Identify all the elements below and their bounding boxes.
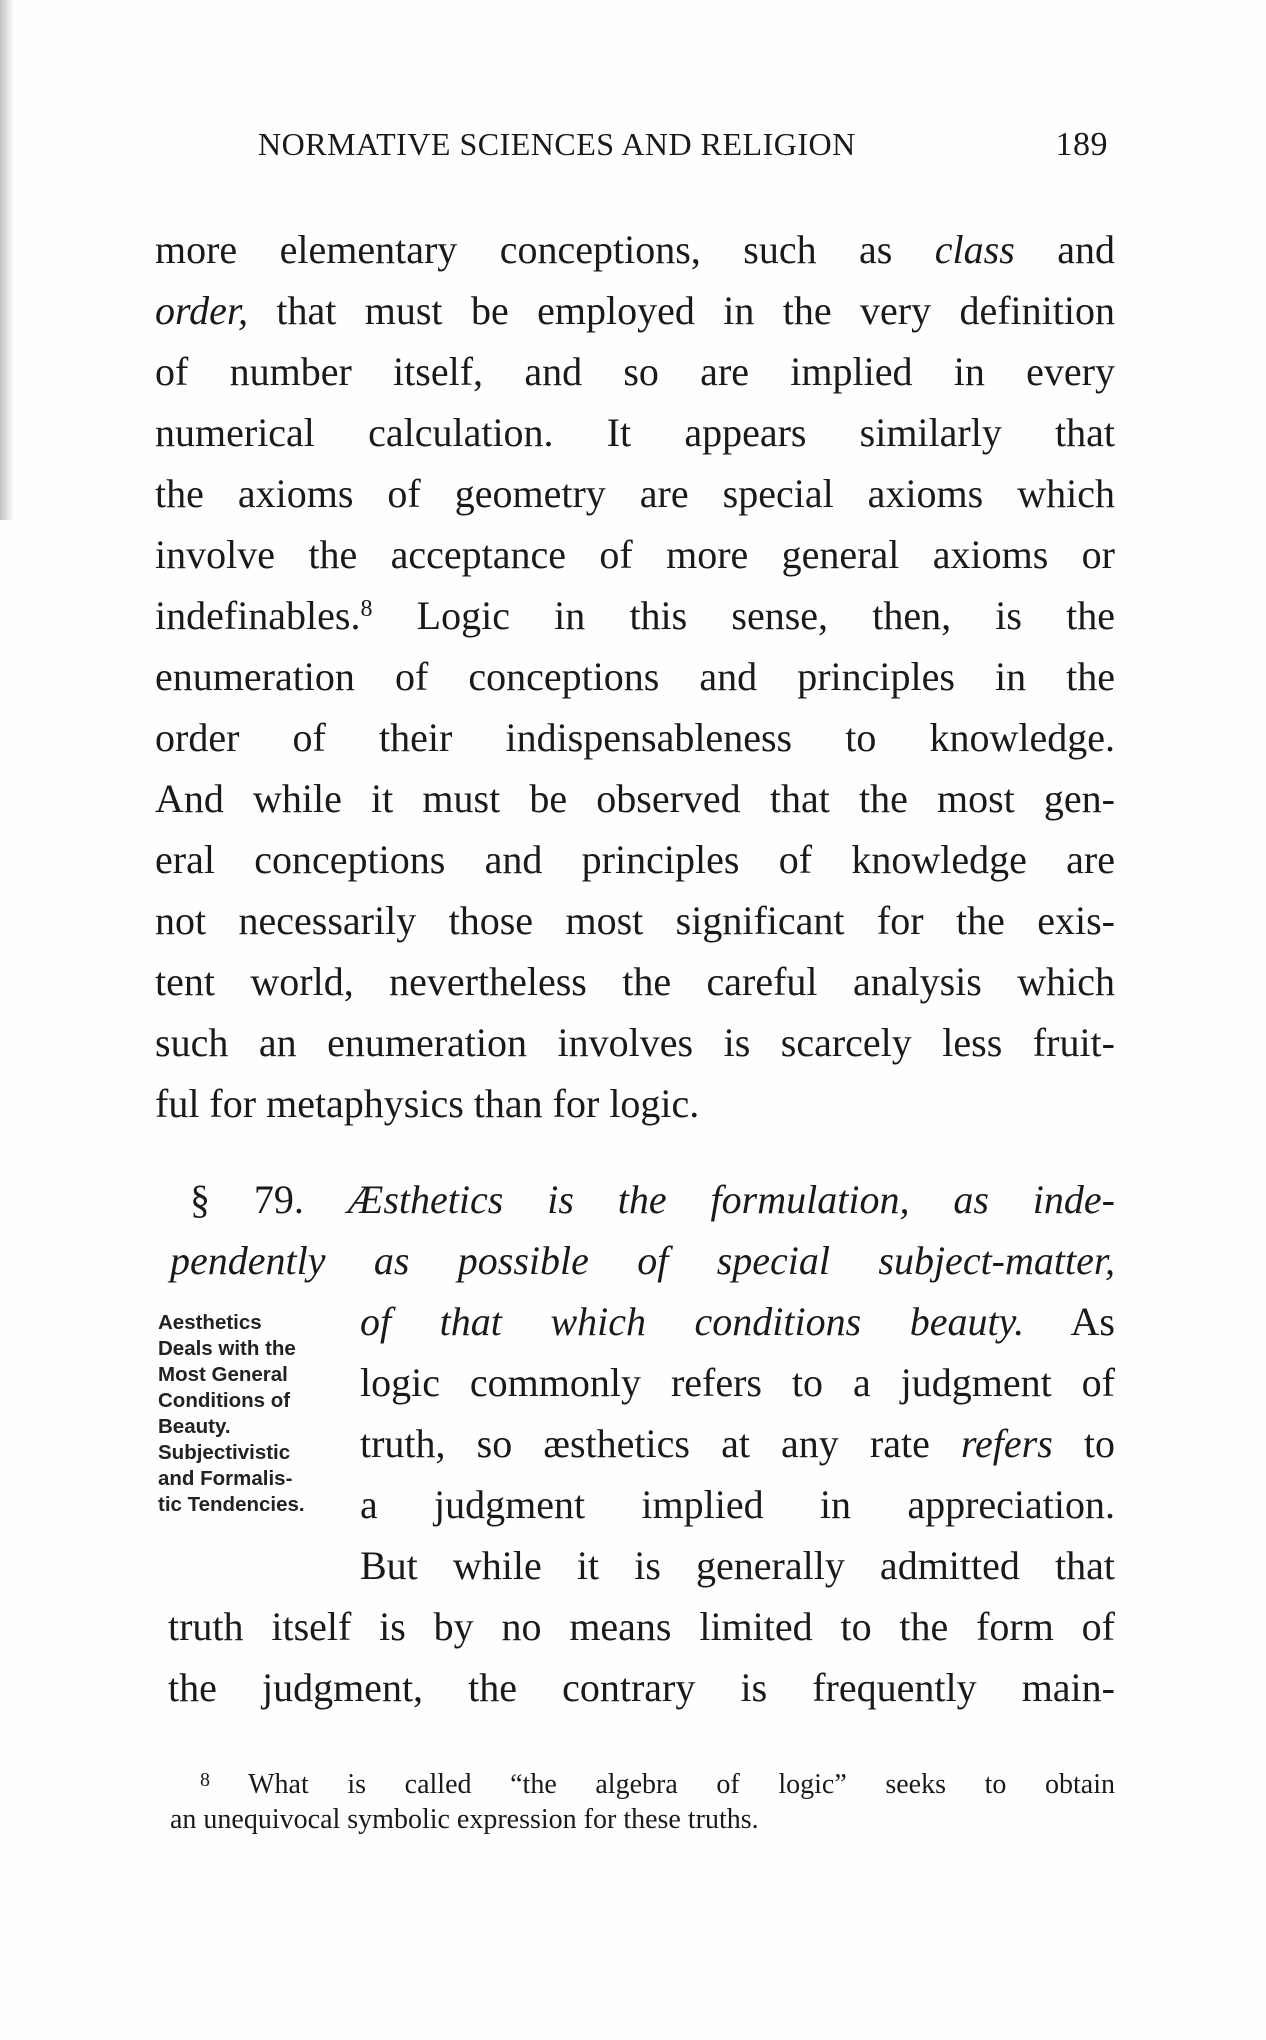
paragraph-1-line <box>155 342 1115 402</box>
text-span: enumeration of conceptions and principles in the <box>155 654 1115 699</box>
margin-note-line: tic Tendencies. <box>158 1493 305 1516</box>
text-span: tent world, nevertheless the careful analysis which <box>155 959 1115 1004</box>
margin-note-line: Deals with the <box>158 1337 296 1360</box>
section-79-line-4: logic commonly refers to a judgment of <box>360 1360 1115 1405</box>
italic-word: class <box>934 227 1015 272</box>
margin-note-line: Most General <box>158 1363 288 1386</box>
text-span: truth, so æsthetics at any rate <box>360 1421 961 1466</box>
paragraph-1-line <box>155 403 1115 463</box>
footnote-line-2: an unequivocal symbolic expression for these truths. <box>170 1804 759 1835</box>
section-79-line-2 <box>170 1231 1115 1291</box>
section-79-line-7: But while it is generally admitted that <box>360 1543 1115 1588</box>
paragraph-1-line <box>155 1013 1115 1073</box>
paragraph-1-line <box>155 464 1115 524</box>
text-span: of number itself, and so are implied in every <box>155 349 1115 394</box>
running-header <box>258 126 1108 166</box>
text-span: the axioms of geometry are special axioms which <box>155 471 1115 516</box>
section-heading-italic-2: pendently as possible of special subject-matter, <box>170 1238 1115 1283</box>
paragraph-1-line <box>155 708 1115 768</box>
text-span: numerical calculation. It appears similarly that <box>155 410 1115 455</box>
section-heading-italic: Æsthetics is the formulation, as inde- <box>347 1177 1115 1222</box>
section-79-line-9: the judgment, the contrary is frequently main- <box>168 1665 1115 1710</box>
text-span: And while it must be observed that the most gen- <box>155 776 1115 821</box>
section-mark: § 79. <box>190 1177 348 1222</box>
margin-note-line: and Formalis- <box>158 1467 293 1490</box>
paragraph-1-line <box>155 220 1115 280</box>
margin-note-line: Aesthetics <box>158 1311 262 1334</box>
margin-note-line: Subjectivistic <box>158 1441 291 1464</box>
paragraph-1-line <box>155 281 1115 341</box>
paragraph-1-line <box>155 586 1115 646</box>
paragraph-1-line <box>155 525 1115 585</box>
paragraph-1-line <box>155 647 1115 707</box>
text-span: As <box>1024 1299 1115 1344</box>
section-79-line-8: truth itself is by no means limited to the form of <box>168 1604 1115 1649</box>
italic-word: refers <box>960 1421 1053 1466</box>
text-span: such an enumeration involves is scarcely less fruit- <box>155 1020 1115 1065</box>
section-79-line-5 <box>360 1414 1115 1474</box>
text-span: to <box>1052 1421 1115 1466</box>
section-79-line-3 <box>360 1292 1115 1352</box>
italic-word: order, <box>155 288 248 333</box>
paragraph-1-line <box>155 769 1115 829</box>
margin-note <box>158 1310 358 1518</box>
text-span: and <box>1014 227 1115 272</box>
text-span: not necessarily those most significant for the exis- <box>155 898 1115 943</box>
page-number: 189 <box>1055 126 1108 163</box>
running-title: NORMATIVE SCIENCES AND RELIGION <box>258 126 856 162</box>
section-79-line-6: a judgment implied in appreciation. <box>360 1482 1115 1527</box>
margin-note-line: Conditions of <box>158 1389 291 1412</box>
margin-note-line: Beauty. <box>158 1415 231 1438</box>
footnote-line-1 <box>200 1760 1115 1805</box>
scan-edge-shadow <box>0 0 14 520</box>
section-heading-italic-3: of that which conditions beauty. <box>360 1299 1025 1344</box>
paragraph-1-line <box>155 830 1115 890</box>
section-79-line-1 <box>190 1170 1115 1230</box>
footnote-text: What is called “the algebra of logic” seeks to obtain <box>248 1769 1116 1800</box>
text-span: eral conceptions and principles of knowledge are <box>155 837 1115 882</box>
text-span: indefinables. <box>155 593 361 638</box>
text-span: that must be employed in the very definition <box>247 288 1115 333</box>
paragraph-1-line <box>155 891 1115 951</box>
paragraph-1-line <box>155 952 1115 1012</box>
footnote-ref: 8 <box>360 595 373 622</box>
text-span: order of their indispensableness to knowledge. <box>155 715 1115 760</box>
paragraph-1-line <box>155 1074 1115 1134</box>
text-span: Logic in this sense, then, is the <box>372 593 1115 638</box>
footnote-number: 8 <box>200 1769 210 1791</box>
text-span: involve the acceptance of more general axioms or <box>155 532 1115 577</box>
text-span: more elementary conceptions, such as <box>155 227 935 272</box>
text-span: ful for metaphysics than for logic. <box>155 1081 700 1126</box>
